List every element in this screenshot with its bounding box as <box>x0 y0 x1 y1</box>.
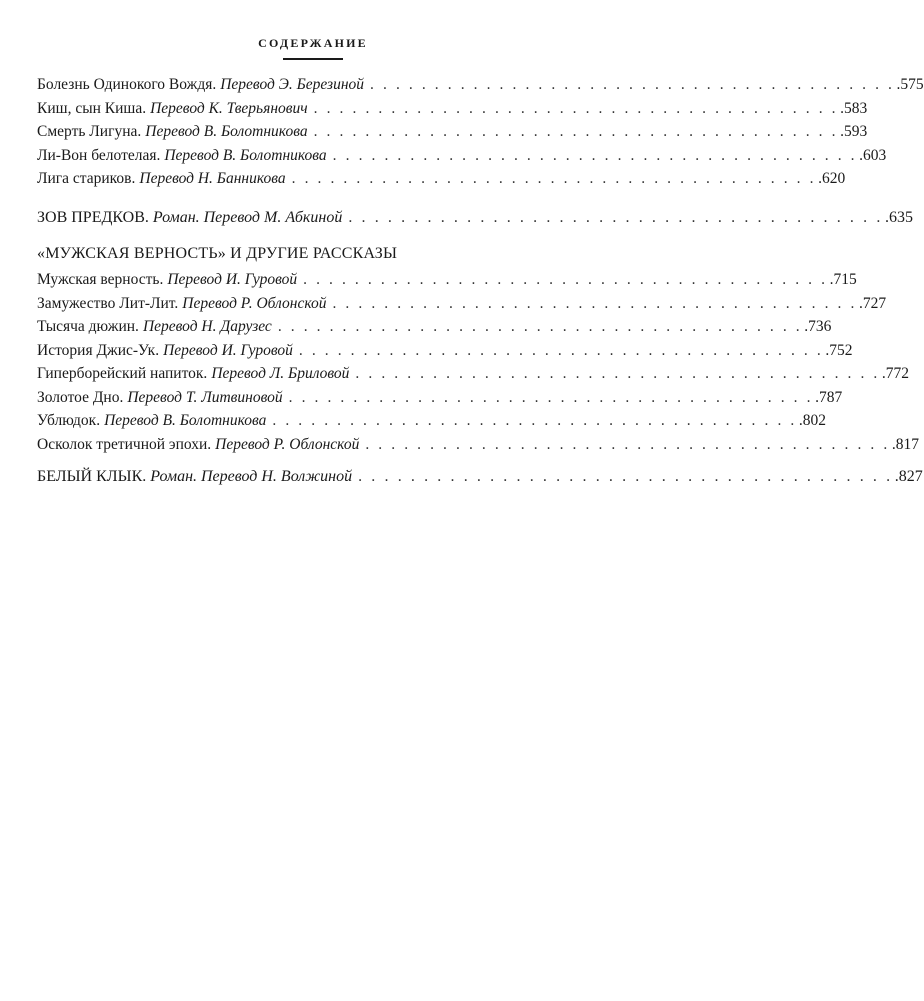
leader-dots: . . . . . . . . . . . . . . . . . . . . . . . . . . . . . . . . . . . . . . . . . <box>288 388 814 406</box>
entry-title: Тысяча дюжин. <box>37 318 139 335</box>
entry-page: .802 <box>798 412 827 429</box>
section-heading: «МУЖСКАЯ ВЕРНОСТЬ» И ДРУГИЕ РАССКАЗЫ <box>37 245 398 262</box>
toc-entry <box>37 386 843 410</box>
leader-dots: . . . . . . . . . . . . . . . . . . . . . . . . . . . . . . . . . . . . . . . . . <box>370 76 895 93</box>
entry-translator: Перевод Т. Литвиновой <box>127 388 283 406</box>
entry-translator: Перевод Л. Бриловой <box>211 365 350 382</box>
entry-page: .715 <box>829 271 857 288</box>
entry-page: .736 <box>804 318 832 335</box>
toc-group-2 <box>37 268 919 456</box>
leader-dots: . . . . . . . . . . . . . . . . . . . . . . . . . . . . . . . . . . . . . . . . . <box>313 99 839 117</box>
toc-entry <box>37 206 913 230</box>
entry-title: Лига стариков. <box>37 170 136 187</box>
entry-page: .583 <box>840 99 868 117</box>
entry-title: Ли-Вон белотелая. <box>37 146 161 164</box>
leader-dots: . . . . . . . . . . . . . . . . . . . . . . . . . . . . . . . . . . . . . . . . . <box>303 271 828 288</box>
entry-title: Золотое Дно. <box>37 388 124 406</box>
entry-title: Мужская верность. <box>37 271 164 288</box>
toc-entry <box>37 315 832 339</box>
leader-dots: . . . . . . . . . . . . . . . . . . . . . . . . . . . . . . . . . . . . . . . . . <box>365 435 890 453</box>
entry-translator: Перевод В. Болотникова <box>104 412 267 429</box>
entry-title: Осколок третичной эпохи. <box>37 435 212 453</box>
toc-entry <box>37 120 868 144</box>
leader-dots: . . . . . . . . . . . . . . . . . . . . . . . . . . . . . . . . . . . . . . . . . <box>298 341 824 359</box>
entry-translator: Перевод Э. Березиной <box>220 76 365 93</box>
toc-entry <box>37 144 887 168</box>
toc-entry <box>37 97 868 121</box>
entry-translator: Перевод И. Гуровой <box>163 341 293 359</box>
entry-page: .593 <box>840 123 868 140</box>
leader-dots: . . . . . . . . . . . . . . . . . . . . . . . . . . . . . . . . . . . . . . . . . <box>332 294 857 312</box>
entry-title: Киш, сын Киша. <box>37 99 147 117</box>
entry-translator: Роман. Перевод М. Абкиной <box>152 209 343 226</box>
entry-translator: Роман. Перевод Н. Волжиной <box>150 468 353 485</box>
toc-entry <box>37 465 923 489</box>
entry-translator: Перевод Р. Облонской <box>215 435 360 453</box>
leader-dots: . . . . . . . . . . . . . . . . . . . . . . . . . . . . . . . . . . . . . . . . . <box>313 123 839 140</box>
toc-entry <box>37 362 910 386</box>
entry-page: .727 <box>858 294 887 312</box>
entry-translator: Перевод К. Тверьянович <box>150 99 308 117</box>
leader-dots: . . . . . . . . . . . . . . . . . . . . . . . . . . . . . . . . . . . . . . . . . <box>291 170 817 187</box>
entry-title: Замужество Лит-Лит. <box>37 294 179 312</box>
entry-page: .772 <box>881 365 910 382</box>
entry-translator: Перевод И. Гуровой <box>167 271 298 288</box>
toc-entry-belyi-klyk <box>37 465 923 489</box>
toc-entry <box>37 339 853 363</box>
entry-page: .827 <box>894 468 923 485</box>
toc-entry <box>37 409 827 433</box>
entry-translator: Перевод Р. Облонской <box>182 294 327 312</box>
leader-dots: . . . . . . . . . . . . . . . . . . . . . . . . . . . . . . . . . . . . . . . . . <box>272 412 797 429</box>
entry-page: .603 <box>859 146 887 164</box>
toc-entry <box>37 268 857 292</box>
leader-dots: . . . . . . . . . . . . . . . . . . . . . . . . . . . . . . . . . . . . . . . . . <box>355 365 880 382</box>
page-title: СОДЕРЖАНИЕ <box>258 36 368 50</box>
entry-translator: Перевод Н. Дарузес <box>142 318 272 335</box>
toc-entry-zov-predkov <box>37 206 913 230</box>
leader-dots: . . . . . . . . . . . . . . . . . . . . . . . . . . . . . . . . . . . . . . . . . <box>348 209 883 226</box>
toc-group-1 <box>37 73 924 191</box>
entry-page: .575 <box>896 76 924 93</box>
toc-entry <box>37 433 919 457</box>
entry-page: .635 <box>884 209 913 226</box>
toc-entry <box>37 73 924 97</box>
entry-title: ЗОВ ПРЕДКОВ. <box>37 209 149 226</box>
entry-title: Смерть Лигуна. <box>37 123 142 140</box>
entry-title: БЕЛЫЙ КЛЫК. <box>37 468 147 485</box>
entry-page: .787 <box>815 388 843 406</box>
entry-page: .817 <box>891 435 919 453</box>
entry-translator: Перевод В. Болотникова <box>145 123 308 140</box>
entry-title: История Джис-Ук. <box>37 341 160 359</box>
entry-title: Гиперборейский напиток. <box>37 365 208 382</box>
entry-translator: Перевод Н. Банникова <box>139 170 286 187</box>
leader-dots: . . . . . . . . . . . . . . . . . . . . . . . . . . . . . . . . . . . . . . . . . <box>358 468 893 485</box>
entry-page: .752 <box>825 341 853 359</box>
entry-title: Ублюдок. <box>37 412 101 429</box>
toc-entry <box>37 292 887 316</box>
title-underline <box>283 58 343 60</box>
entry-page: .620 <box>818 170 846 187</box>
leader-dots: . . . . . . . . . . . . . . . . . . . . . . . . . . . . . . . . . . . . . . . . . <box>277 318 803 335</box>
entry-title: Болезнь Одинокого Вождя. <box>37 76 217 93</box>
leader-dots: . . . . . . . . . . . . . . . . . . . . . . . . . . . . . . . . . . . . . . . . . <box>332 146 858 164</box>
toc-entry <box>37 167 846 191</box>
entry-translator: Перевод В. Болотникова <box>164 146 327 164</box>
